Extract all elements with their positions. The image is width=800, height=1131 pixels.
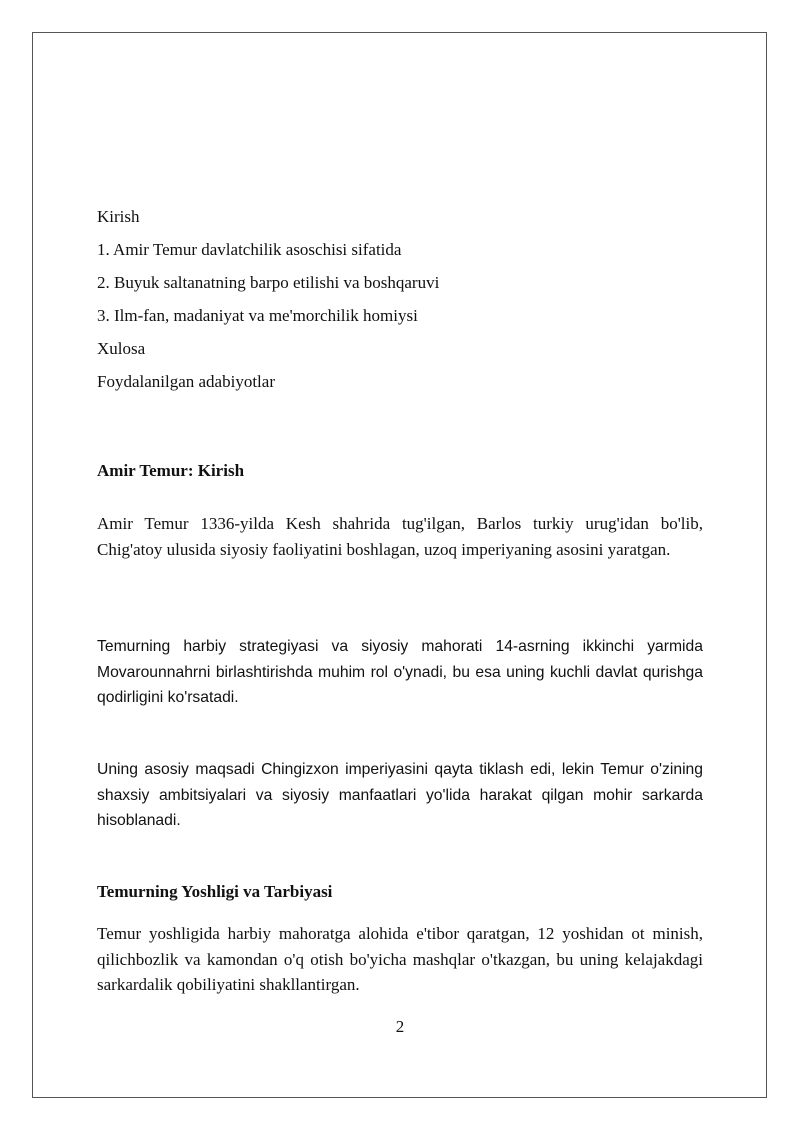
section-heading-intro: Amir Temur: Kirish bbox=[97, 461, 245, 480]
toc-item-chapter-2: 2. Buyuk saltanatning barpo etilishi va boshqaruvi bbox=[97, 273, 440, 292]
paragraph-birth: Amir Temur 1336-yilda Kesh shahrida tug'ilgan, Barlos turkiy urug'idan bo'lib, Chig'atoy ulusida siyosiy faoliyatini boshlagan, uzoq imperiyaning asosini yaratgan. bbox=[97, 514, 703, 559]
table-of-contents bbox=[97, 200, 707, 398]
toc-item-references: Foydalanilgan adabiyotlar bbox=[97, 372, 275, 391]
paragraph-goal: Uning asosiy maqsadi Chingizxon imperiyasini qayta tiklash edi, lekin Temur o'zining shaxsiy ambitsiyalari va siyosiy manfaatlari yo'lida harakat qilgan mohir sarkarda hisoblanadi. bbox=[97, 761, 703, 829]
toc-item-intro: Kirish bbox=[97, 207, 140, 226]
paragraph-youth: Temur yoshligida harbiy mahoratga alohida e'tibor qaratgan, 12 yoshidan ot minish, qilichbozlik va kamondan o'q otish bo'yicha mashqlar o'tkazgan, bu uning kelajakdagi sarkardalik qobiliyatini shakllantirgan. bbox=[97, 924, 703, 994]
section-heading-youth: Temurning Yoshligi va Tarbiyasi bbox=[97, 882, 333, 901]
paragraph-strategy: Temurning harbiy strategiyasi va siyosiy mahorati 14-asrning ikkinchi yarmida Movarounnahrni birlashtirishda muhim rol o'ynadi, bu esa uning kuchli davlat qurishga qodirligini ko'rsatadi. bbox=[97, 638, 703, 706]
toc-item-chapter-3: 3. Ilm-fan, madaniyat va me'morchilik homiysi bbox=[97, 306, 418, 325]
toc-item-chapter-1: 1. Amir Temur davlatchilik asoschisi sifatida bbox=[97, 240, 402, 259]
toc-item-conclusion: Xulosa bbox=[97, 339, 146, 358]
page-number: 2 bbox=[395, 1017, 405, 1036]
